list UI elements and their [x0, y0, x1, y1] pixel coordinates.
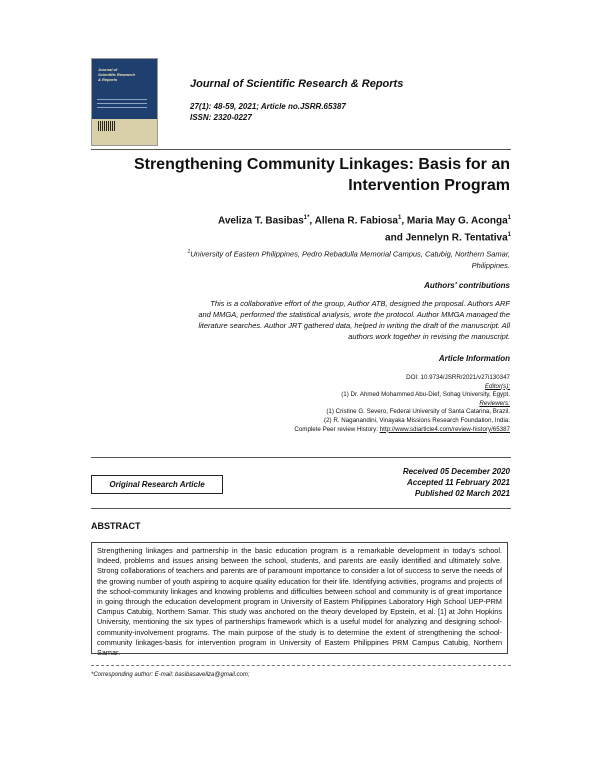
cover-barcode [98, 121, 116, 131]
editor: (1) Dr. Ahmed Mohammed Abu-Dief, Sohag University, Egypt. [341, 391, 510, 399]
author-list: Aveliza T. Basibas$^{1*}$, Allena R. Fabiosa$^1$, Maria May G. Aconga$^1$ and Jennelyn R. Tentativa$^1$ [217, 215, 511, 244]
abstract-heading: ABSTRACT [91, 521, 141, 531]
dates-rule [91, 508, 511, 509]
cover-decoration [97, 99, 147, 111]
journal-issn: ISSN: 2320-0227 [190, 113, 252, 122]
abstract-text: Strengthening linkages and partnership in the basic education program is a remarkable development in today's school. Indeed, problems and issues arising between the school, students, and parents are easily identified and ultimately solve. Strong collaborations of teachers and parents are of paramount importance to consider a lot of success to serve the needs of the growing number of youth aspiring to acquire quality education for their life. Identifying activities, programs and projects of the school-community linkages and knowing problems and difficulties between school and community is of great importance in going through the education development program in University of Eastern Philippines Laboratory High School UEP-PRM Campus Catubig, Northern Samar. This study was anchored on the theory developed by Epstein, et al. [1] at John Hopkins University, mentioning the six types of partnerships framework which is a useful model for analyzing and designing school-community-involvement programs. The main purpose of the study is to determine the extent of strengthening the school-community linkages-basis for intervention program in University of Eastern Philippines PRM Campus Catubig, Northern Samar. [91, 542, 508, 654]
journal-meta [190, 101, 346, 123]
cover-title: Journal of Scientific Research & Reports [98, 67, 135, 82]
footer-rule [91, 665, 511, 666]
author-name: Maria May G. Aconga [406, 215, 508, 227]
affiliation: $^1$University of Eastern Philippines, Pedro Rebadulla Memorial Campus, Catubig, Northern Samar, Philippines. [187, 249, 510, 270]
journal-cover-image [91, 58, 158, 146]
review-history-link[interactable]: http://www.sdiarticle4.com/review-history/65387 [379, 425, 510, 433]
reviewer: (2) R. Naganandini, Vinayaka Missions Research Foundation, India. [324, 416, 510, 424]
author-name: Aveliza T. Basibas [217, 215, 304, 227]
publication-dates [330, 466, 510, 499]
contributions-text: This is a collaborative effort of the group, Author ATB, designed the proposal. Authors ARF and MMGA, performed the statistical analysis, wrote the protocol. Author MMGA managed the literature searches. Author JRT gathered data, helped in writing the draft of the manuscript. All authors work together in revising the manuscript. [198, 299, 510, 341]
info-rule [91, 457, 511, 458]
article-info-heading: Article Information [438, 354, 510, 363]
journal-citation: 27(1): 48-59, 2021; Article no.JSRR.65387 [190, 102, 346, 111]
review-history: Complete Peer review History: http://www.sdiarticle4.com/review-history/65387 [294, 425, 510, 433]
paper-title: Strengthening Community Linkages: Basis for an Intervention Program [133, 156, 510, 194]
contributions-heading: Authors' contributions [424, 281, 510, 290]
author-name: Allena R. Fabiosa [314, 215, 398, 227]
article-info [200, 374, 510, 434]
accepted-date: Accepted 11 February 2021 [406, 478, 510, 487]
journal-name: Journal of Scientific Research & Reports [190, 78, 404, 90]
article-type-badge: Original Research Article [91, 475, 223, 494]
author-name: and Jennelyn R. Tentativa [385, 232, 508, 244]
doi: DOI: 10.9734/JSRR/2021/v27i130347 [406, 374, 510, 381]
reviewers-label: Reviewers: [479, 399, 510, 407]
header-rule [91, 149, 511, 150]
reviewer: (1) Cristine G. Severo, Federal University of Santa Catarina, Brazil. [326, 408, 510, 416]
editors-label: Editor(s): [484, 382, 510, 390]
received-date: Received 05 December 2020 [402, 467, 510, 476]
published-date: Published 02 March 2021 [414, 489, 510, 498]
corresponding-author-footnote: *Corresponding author: E-mail: basibasaveliza@gmail.com; [91, 672, 250, 678]
